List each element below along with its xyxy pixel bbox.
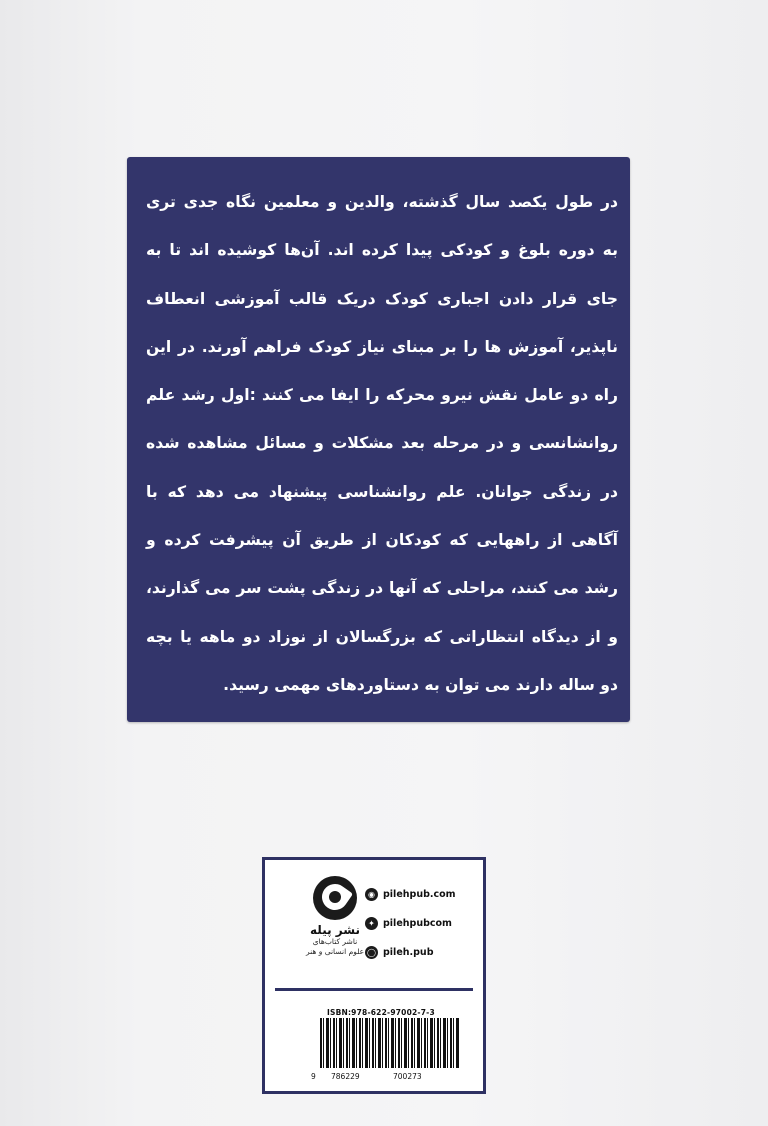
instagram-icon: ◯ (365, 946, 378, 959)
isbn: ISBN:978-622-97002-7-3 (327, 1008, 435, 1017)
blurb-line: راه دو عامل نقش نیرو محرکه را ایفا می کنند :اول رشد علم (146, 386, 618, 405)
publisher-box (262, 857, 486, 1094)
twitter-bird-icon: ✦ (365, 917, 378, 930)
publisher-logo (305, 876, 365, 957)
blurb-line: رشد می کنند، مراحلی که آنها در زندگی پشت سر می گذارند، (146, 579, 618, 598)
contact-twitter (365, 914, 452, 932)
publisher-name: نشر پیله (310, 923, 360, 937)
instagram-text: pileh.pub (383, 946, 434, 958)
publisher-tagline: علوم انسانی و هنر (305, 947, 365, 956)
divider (275, 988, 473, 991)
blurb-line: ناپذیر، آموزش ها را بر مبنای نیاز کودک فراهم آورند. در این (146, 337, 618, 356)
blurb-line: روانشانسی و در مرحله بعد مشکلات و مسائل مشاهده شده (146, 434, 618, 453)
barcode-digit: 700273 (393, 1072, 422, 1081)
blurb-line: آگاهی از راههایی که کودکان از طریق آن پیشرفت کرده و (146, 531, 618, 550)
contact-website (365, 885, 456, 903)
blurb-line: در زندگی جوانان. علم روانشناسی پیشنهاد می دهد که با (146, 482, 618, 501)
cocoon-logo-icon (313, 876, 357, 920)
contact-instagram (365, 943, 434, 961)
globe-icon: ◉ (365, 888, 378, 901)
barcode-digit: 786229 (331, 1072, 360, 1081)
website-text: pilehpub.com (383, 888, 456, 900)
blurb-line: دو ساله دارند می توان به دستاوردهای مهمی رسید. (223, 675, 618, 694)
blurb-line: به دوره بلوغ و کودکی پیدا کرده اند. آن‌ها کوشیده اند تا به (146, 241, 618, 260)
blurb-text (146, 178, 618, 709)
barcode-digit: 9 (311, 1072, 316, 1081)
blurb-line: در طول یکصد سال گذشته، والدین و معلمین نگاه جدی تری (146, 193, 618, 211)
twitter-text: pilehpubcom (383, 917, 452, 929)
blurb-line: جای قرار دادن اجباری کودک دریک قالب آموزشی انعطاف (146, 289, 618, 308)
publisher-tagline: ناشر کتاب‌های (312, 937, 358, 946)
barcode (320, 1018, 460, 1068)
blurb-line: و از دیدگاه انتظاراتی که بزرگسالان از نوزاد دو ماهه یا بچه (146, 627, 618, 646)
